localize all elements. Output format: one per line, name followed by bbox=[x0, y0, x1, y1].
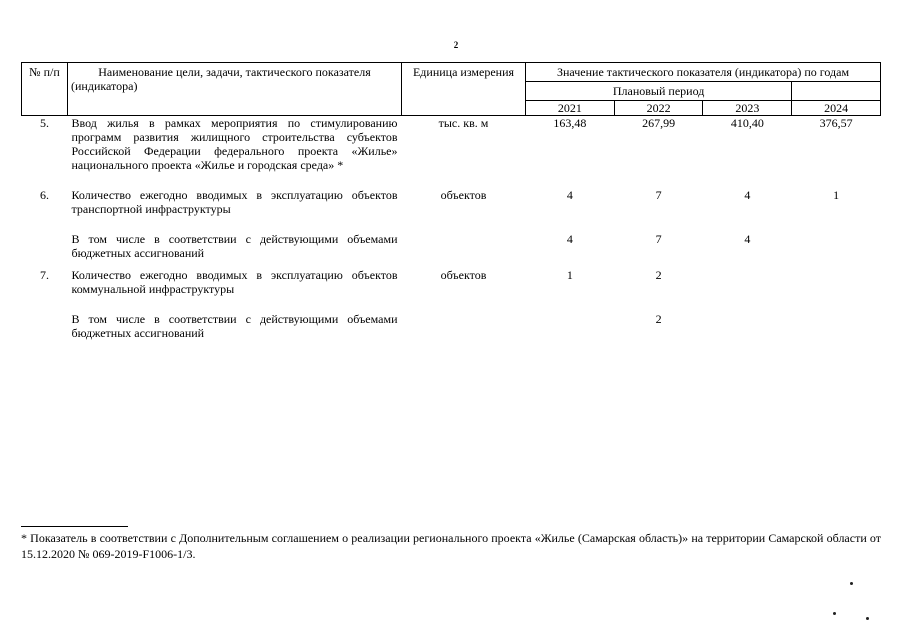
row-name: Количество ежегодно вводимых в эксплуатацию объектов коммунальной инфраструктуры bbox=[71, 268, 398, 296]
row-value-2022: 267,99 bbox=[642, 116, 676, 130]
row-num: 7. bbox=[40, 268, 49, 282]
row-value-2022: 2 bbox=[655, 312, 662, 326]
row-unit bbox=[402, 312, 526, 340]
footnote: * Показатель в соответствии с Дополнительным соглашением о реализации регионального проекта «Жилье (Самарская область)» на территории Самарской области от 15.12.2020 № 069-2019-F1006-1/3. bbox=[21, 531, 881, 561]
row-name: Ввод жилья в рамках мероприятия по стимулированию программ развития жилищного строительства субъектов Российской Федерации федерального проекта «Жилье» национального проекта «Жилье и городская среда» * bbox=[71, 116, 398, 172]
row-value-2021: 163,48 bbox=[553, 116, 587, 130]
header-year-2023: 2023 bbox=[703, 101, 792, 116]
page-number: 2 bbox=[453, 40, 459, 50]
row-value-2024 bbox=[792, 268, 881, 296]
row-name: Количество ежегодно вводимых в эксплуатацию объектов транспортной инфраструктуры bbox=[71, 188, 398, 216]
header-num: № п/п bbox=[22, 63, 68, 116]
row-value-2021: 4 bbox=[566, 232, 573, 246]
table-body bbox=[22, 116, 881, 341]
indicators-table bbox=[21, 62, 881, 340]
row-value-2024: 1 bbox=[833, 188, 840, 202]
header-year-2024: 2024 bbox=[792, 101, 881, 116]
row-num bbox=[22, 312, 68, 340]
scan-speck bbox=[833, 612, 836, 615]
row-unit: тыс. кв. м bbox=[438, 116, 489, 130]
table-row bbox=[22, 312, 881, 340]
header-values: Значение тактического показателя (индикатора) по годам bbox=[526, 63, 881, 82]
row-value-2023 bbox=[703, 268, 792, 296]
row-value-2024 bbox=[792, 232, 881, 260]
row-value-2023: 4 bbox=[744, 188, 751, 202]
header-name: Наименование цели, задачи, тактического показателя (индикатора) bbox=[68, 63, 402, 116]
header-plan-period: Плановый период bbox=[526, 82, 792, 101]
table-row bbox=[22, 268, 881, 296]
row-unit bbox=[402, 232, 526, 260]
row-value-2024 bbox=[792, 312, 881, 340]
row-num bbox=[22, 232, 68, 260]
row-num: 5. bbox=[40, 116, 49, 130]
row-value-2023: 4 bbox=[744, 232, 751, 246]
row-value-2023: 410,40 bbox=[730, 116, 764, 130]
row-value-2023 bbox=[703, 312, 792, 340]
row-value-2021 bbox=[526, 312, 615, 340]
row-value-2022: 7 bbox=[655, 232, 662, 246]
table-row bbox=[22, 232, 881, 260]
header-unit: Единица измерения bbox=[402, 63, 526, 116]
footnote-divider bbox=[21, 526, 128, 527]
table-row bbox=[22, 116, 881, 173]
table-header bbox=[22, 63, 881, 116]
row-name: В том числе в соответствии с действующими объемами бюджетных ассигнований bbox=[71, 312, 398, 340]
row-value-2024: 376,57 bbox=[819, 116, 853, 130]
row-num: 6. bbox=[40, 188, 49, 202]
row-unit: объектов bbox=[440, 188, 487, 202]
row-unit: объектов bbox=[440, 268, 487, 282]
header-year-2022: 2022 bbox=[614, 101, 703, 116]
row-value-2021: 4 bbox=[566, 188, 573, 202]
row-value-2022: 2 bbox=[655, 268, 662, 282]
row-name: В том числе в соответствии с действующими объемами бюджетных ассигнований bbox=[71, 232, 398, 260]
row-value-2022: 7 bbox=[655, 188, 662, 202]
table-row bbox=[22, 188, 881, 216]
scan-speck bbox=[850, 582, 853, 585]
header-year-2021: 2021 bbox=[526, 101, 615, 116]
row-value-2021: 1 bbox=[566, 268, 573, 282]
scan-speck bbox=[866, 617, 869, 620]
